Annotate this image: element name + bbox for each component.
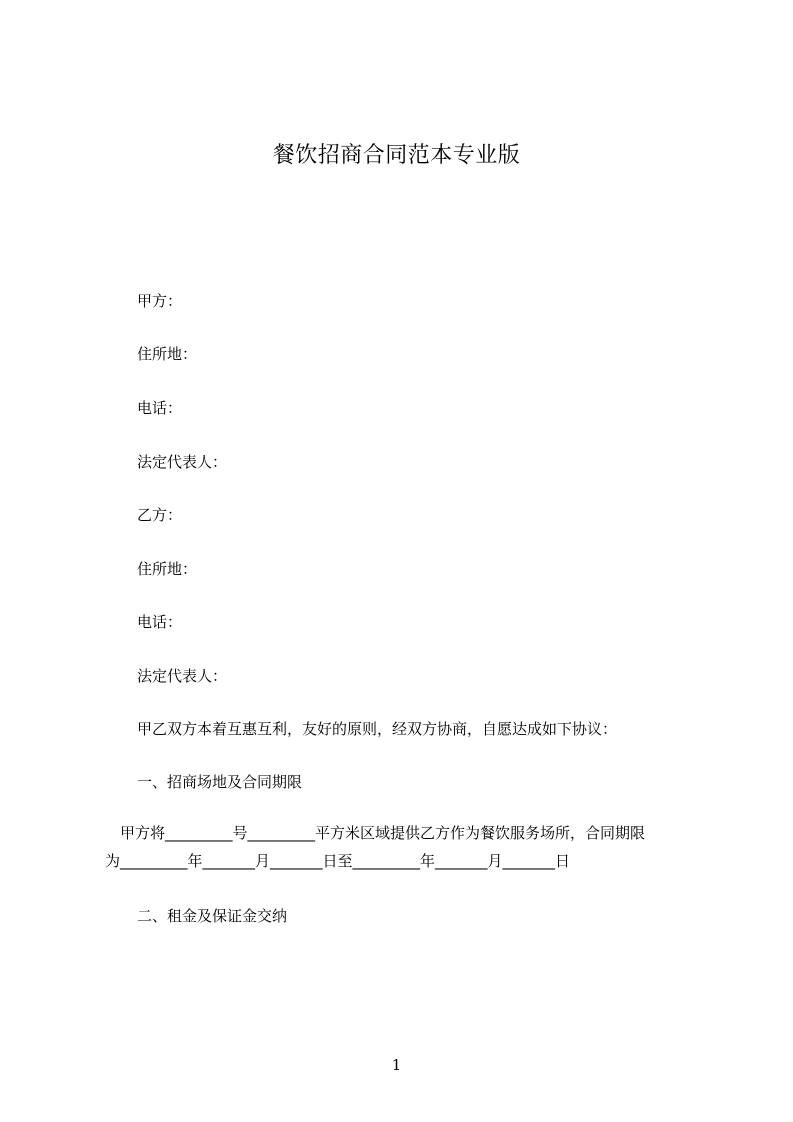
party-a-legal-rep-label: 法定代表人： [137,453,228,471]
document-title: 餐饮招商合同范本专业版 [272,143,521,168]
party-a-phone-label: 电话： [137,399,183,417]
party-b-label: 乙方： [137,506,183,524]
section-2-heading: 二、租金及保证金交纳 [137,907,288,925]
page-number: 1 [391,1056,402,1074]
party-b-phone-label: 电话： [137,613,183,631]
section-1-paragraph [105,819,705,875]
section-1-line-2: 为_________年_______月_______日至_________年_______月_______日 [105,852,571,870]
party-a-label: 甲方： [137,292,183,310]
section-1-heading: 一、招商场地及合同期限 [137,773,303,791]
party-a-address-label: 住所地： [137,345,198,363]
party-b-legal-rep-label: 法定代表人： [137,667,228,685]
section-1-line-1: 甲方将_________号_________平方米区域提供乙方作为餐饮服务场所，合同期限 [105,824,646,842]
agreement-intro: 甲乙双方本着互惠互利，友好的原则，经双方协商，自愿达成如下协议： [137,720,618,738]
party-b-address-label: 住所地： [137,560,198,578]
